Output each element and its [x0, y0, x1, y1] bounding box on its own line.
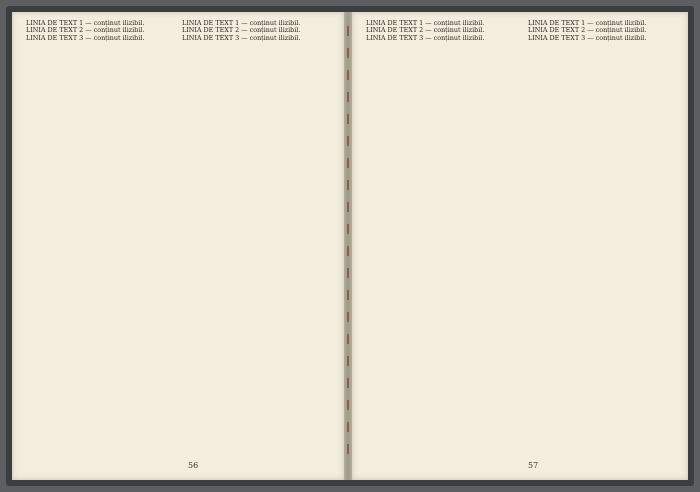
right-page-column-2	[528, 20, 678, 460]
text-line: LINIA DE TEXT 2 — conținut ilizibil.	[26, 27, 145, 35]
text-line: LINIA DE TEXT 3 — conținut ilizibil.	[528, 34, 647, 42]
left-page-column-1	[26, 20, 174, 460]
text-line: LINIA DE TEXT 1 — conținut ilizibil.	[26, 20, 145, 27]
left-page	[12, 12, 344, 480]
left-page-column-2	[182, 20, 332, 460]
text-line: LINIA DE TEXT 3 — conținut ilizibil.	[366, 34, 485, 42]
page-number: 57	[528, 461, 539, 470]
page-number: 56	[188, 461, 199, 470]
text-line: LINIA DE TEXT 3 — conținut ilizibil.	[26, 34, 145, 42]
text-line: LINIA DE TEXT 2 — conținut ilizibil.	[366, 27, 485, 35]
text-line: LINIA DE TEXT 2 — conținut ilizibil.	[528, 27, 647, 35]
text-line: LINIA DE TEXT 3 — conținut ilizibil.	[182, 34, 301, 42]
open-book	[6, 6, 694, 486]
text-line: LINIA DE TEXT 1 — conținut ilizibil.	[528, 20, 647, 27]
binding-thread	[347, 26, 349, 466]
text-line: LINIA DE TEXT 2 — conținut ilizibil.	[182, 27, 301, 35]
right-page-column-1	[366, 20, 518, 460]
text-line: LINIA DE TEXT 1 — conținut ilizibil.	[182, 20, 301, 27]
text-line: LINIA DE TEXT 1 — conținut ilizibil.	[366, 20, 485, 27]
right-page	[352, 12, 688, 480]
